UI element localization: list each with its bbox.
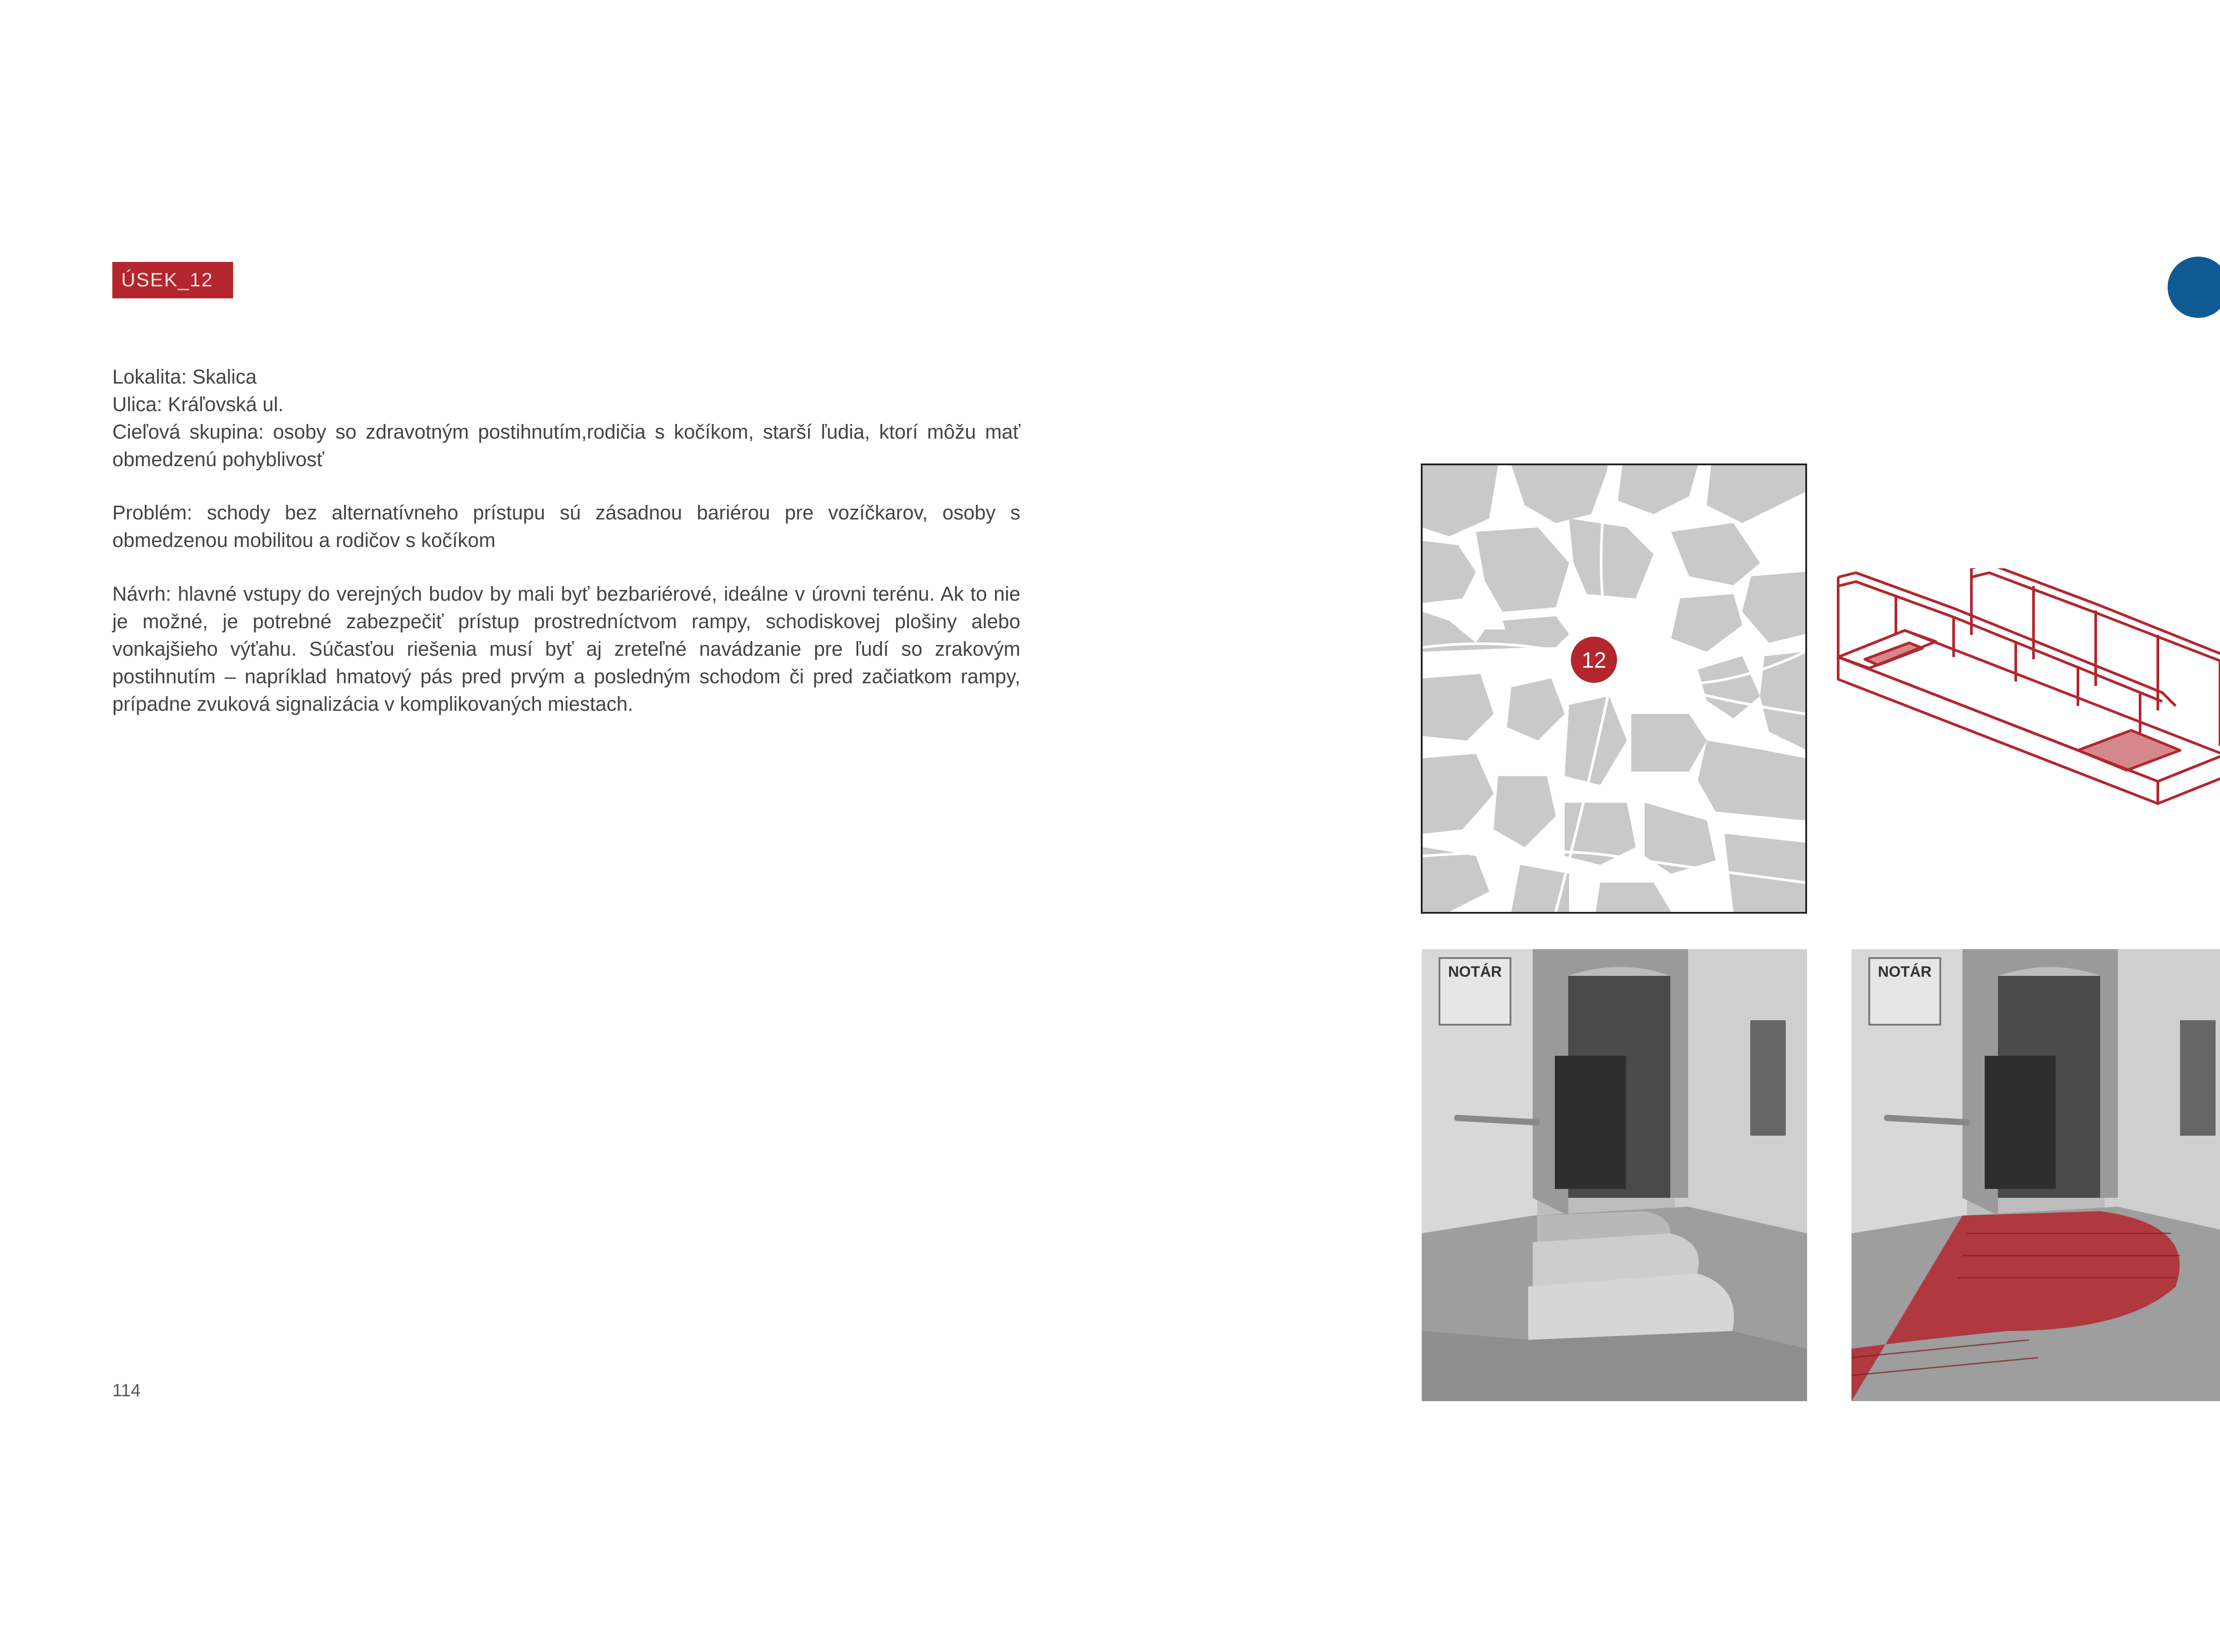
photo-current-drawing: [1422, 949, 1807, 1401]
location-info: [112, 363, 1020, 473]
photo-proposal-drawing: [1851, 949, 2220, 1401]
proposal-paragraph: Návrh: hlavné vstupy do verejných budov by mali byť bezbariérové, ideálne v úrovni terénu. Ak to nie je možné, je potrebné zabezpečiť prístup prostredníctvom rampy, schodiskovej plošiny alebo vonkajšieho výťahu. Súčasťou riešenia musí byť aj zreteľné navádzanie pre ľudí so zrakovým postihnutím – napríklad hmatový pás pred prvým a posledným schodom či pred začiatkom rampy, prípadne zvuková signalizácia v komplikovaných miestach.: [112, 582, 1020, 715]
photo-sign-text-proposal: NOTÁR: [1878, 963, 1932, 980]
location-map: [1421, 464, 1807, 914]
section-tag: ÚSEK_12: [112, 262, 233, 298]
page-number: 114: [112, 1381, 141, 1400]
target-group-line: Cieľová skupina: osoby so zdravotným postihnutím,rodičia s kočíkom, starší ľudia, ktorí môžu mať obmedzenú pohyblivosť: [112, 420, 1020, 471]
street-line: Ulica: Kráľovská ul.: [112, 393, 284, 416]
ramp-illustration: [1829, 568, 2220, 844]
photo-sign-text: NOTÁR: [1448, 963, 1502, 980]
photo-proposal: [1851, 949, 2220, 1401]
svg-text:12: 12: [1582, 648, 1606, 673]
ramp-drawing: [1829, 568, 2220, 844]
map-marker: [1571, 637, 1617, 683]
problem-paragraph: Problém: schody bez alternatívneho prístupu sú zásadnou bariérou pre vozíčkarov, osoby s obmedzenou mobilitou a rodičov s kočíkom: [112, 501, 1020, 551]
section-color-dot: [2168, 257, 2220, 318]
map-drawing: [1423, 465, 1805, 912]
location-line: Lokalita: Skalica: [112, 365, 257, 388]
photo-current-state: [1422, 949, 1807, 1401]
